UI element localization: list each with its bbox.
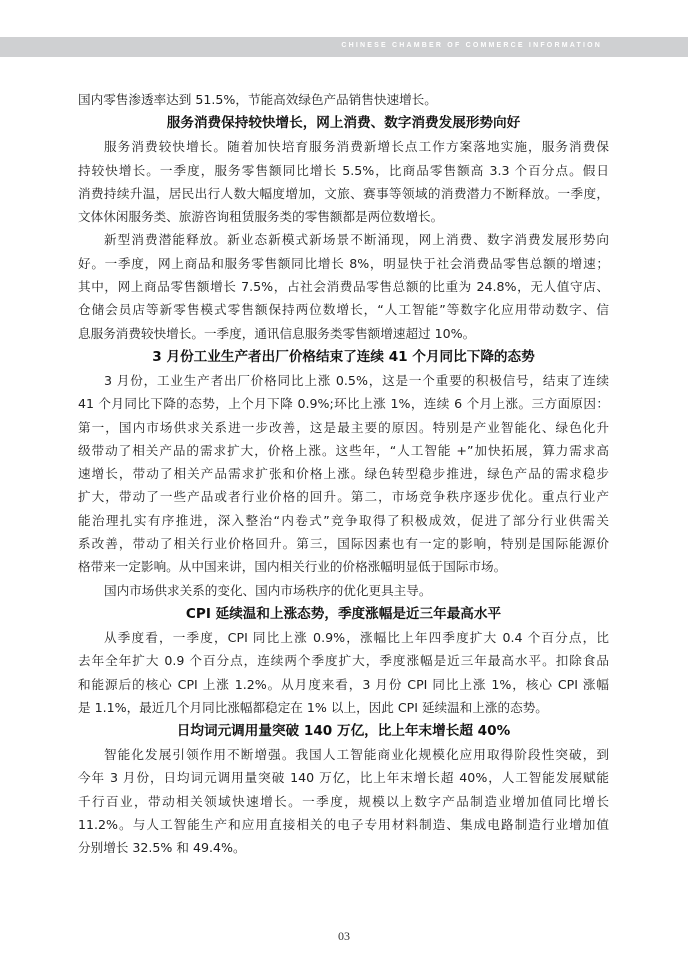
paragraph (78, 88, 609, 111)
paragraph (78, 743, 609, 859)
text-line: 好。一季度，网上商品和服务零售额同比增长 8%，明显快于社会消费品零售总额的增速； (78, 255, 609, 271)
text-line: 国内市场供求关系的变化、国内市场秩序的优化更具主导。 (104, 582, 432, 598)
section-heading: 日均词元调用量突破 140 万亿，比上年末增长超 40% (176, 723, 511, 740)
section-heading: 3 月份工业生产者出厂价格结束了连续 41 个月同比下降的态势 (152, 348, 535, 365)
text-line: 文体休闲服务类、旅游咨询租赁服务类的零售额都是两位数增长。 (78, 209, 444, 225)
text-line: 息服务消费较快增长。一季度，通讯信息服务类零售额增速超过 10%。 (78, 325, 476, 341)
text-line: 消费持续升温，居民出行人数大幅度增加，文旅、赛事等领域的消费潜力不断释放。一季度， (78, 185, 609, 201)
text-line: 41 个月同比下降的态势，上个月下降 0.9%;环比上涨 1%，连续 6 个月上涨。三方面原因： (78, 396, 609, 412)
text-line: 3 月份，工业生产者出厂价格同比上涨 0.5%，这是一个重要的积极信号，结束了连续 (104, 372, 609, 388)
text-line: 速增长，带动了相关产品需求扩张和价格上涨。绿色转型稳步推进，绿色产品的需求稳步 (78, 466, 609, 482)
text-line: 国内零售渗透率达到 51.5%，节能高效绿色产品销售快速增长。 (78, 92, 437, 107)
text-line: 11.2%。与人工智能生产和应用直接相关的电子专用材料制造、集成电路制造行业增加值 (78, 817, 609, 833)
text-line: 今年 3 月份，日均词元调用量突破 140 万亿，比上年末增长超 40%，人工智能发展赋能 (78, 770, 609, 786)
text-line: 仓储会员店等新零售模式零售额保持两位数增长，“人工智能”等数字化应用带动数字、信 (78, 302, 609, 318)
text-line: 持较快增长。一季度，服务零售额同比增长 5.5%，比商品零售额高 3.3 个百分点。假日 (78, 162, 609, 178)
text-line: 去年全年扩大 0.9 个百分点，连续两个季度扩大，季度涨幅是近三年最高水平。扣除食品 (78, 653, 609, 669)
text-line: 和能源后的核心 CPI 上涨 1.2%。从月度来看，3 月份 CPI 同比上涨 1%，核心 CPI 涨幅 (78, 676, 609, 692)
paragraph (78, 369, 609, 579)
text-line: 第一，国内市场供求关系进一步改善，这是最主要的原因。特别是产业智能化、绿色化升 (78, 419, 609, 435)
header-band (0, 37, 688, 57)
text-line: 智能化发展引领作用不断增强。我国人工智能商业化规模化应用取得阶段性突破，到 (104, 747, 609, 763)
text-line: 千行百业，带动相关领域快速增长。一季度，规模以上数字产品制造业增加值同比增长 (78, 793, 609, 809)
article-body (78, 88, 609, 860)
paragraph (78, 579, 609, 602)
text-line: 是 1.1%，最近几个月同比涨幅都稳定在 1% 以上，因此 CPI 延续温和上涨的态势。 (78, 699, 548, 715)
text-line: 级带动了相关产品的需求扩大，价格上涨。这些年，“人工智能 +”加快拓展，算力需求高 (78, 442, 609, 458)
running-header: CHINESE CHAMBER OF COMMERCE INFORMATION (341, 42, 602, 49)
text-line: 新型消费潜能释放。新业态新模式新场景不断涌现，网上消费、数字消费发展形势向 (104, 232, 609, 248)
text-line: 分别增长 32.5% 和 49.4%。 (78, 840, 246, 856)
paragraph (78, 228, 609, 344)
text-line: 系改善，带动了相关行业价格回升。第三，国际因素也有一定的影响，特别是国际能源价 (78, 536, 609, 552)
text-line: 从季度看，一季度，CPI 同比上涨 0.9%，涨幅比上年四季度扩大 0.4 个百分点，比 (104, 629, 609, 645)
section-heading: 服务消费保持较快增长，网上消费、数字消费发展形势向好 (166, 115, 521, 132)
page-number: 03 (338, 929, 350, 943)
text-line: 其中，网上商品零售额增长 7.5%，占社会消费品零售总额的比重为 24.8%，无人值守店、 (78, 279, 609, 295)
text-line: 能治理扎实有序推进，深入整治“内卷式”竞争取得了积极成效，促进了部分行业供需关 (78, 512, 609, 528)
text-line: 格带来一定影响。从中国来讲，国内相关行业的价格涨幅明显低于国际市场。 (78, 559, 507, 575)
text-line: 扩大，带动了一些产品或者行业价格的回升。第二，市场竞争秩序逐步优化。重点行业产 (78, 489, 609, 505)
text-line: 服务消费较快增长。随着加快培育服务消费新增长点工作方案落地实施，服务消费保 (104, 139, 609, 155)
section-heading: CPI 延续温和上涨态势，季度涨幅是近三年最高水平 (185, 605, 502, 622)
paragraph (78, 626, 609, 719)
paragraph (78, 135, 609, 228)
